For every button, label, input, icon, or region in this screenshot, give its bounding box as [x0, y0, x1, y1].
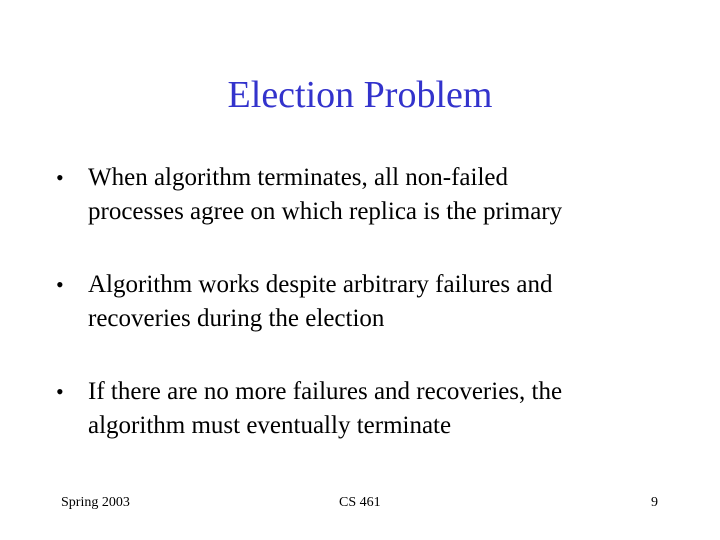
- bullet-text-line: processes agree on which replica is the primary: [88, 198, 563, 225]
- footer-course: CS 461: [339, 495, 381, 510]
- bullet-icon: •: [56, 165, 64, 190]
- bullet-item: [56, 375, 676, 443]
- bullet-text-line: If there are no more failures and recoveries, the: [88, 378, 563, 405]
- footer-page-number: 9: [651, 495, 658, 510]
- bullet-icon: •: [56, 379, 64, 404]
- bullet-icon: •: [56, 272, 64, 297]
- slide-title: Election Problem: [227, 74, 493, 116]
- bullet-item: [56, 161, 676, 229]
- bullet-text-line: When algorithm terminates, all non-failed: [88, 164, 508, 191]
- bullet-text-line: algorithm must eventually terminate: [88, 412, 452, 439]
- footer-date: Spring 2003: [61, 495, 130, 510]
- bullet-text-line: Algorithm works despite arbitrary failures and: [88, 271, 553, 298]
- bullet-item: [56, 268, 676, 336]
- bullet-text-line: recoveries during the election: [88, 305, 385, 332]
- bullet-list: [56, 161, 676, 482]
